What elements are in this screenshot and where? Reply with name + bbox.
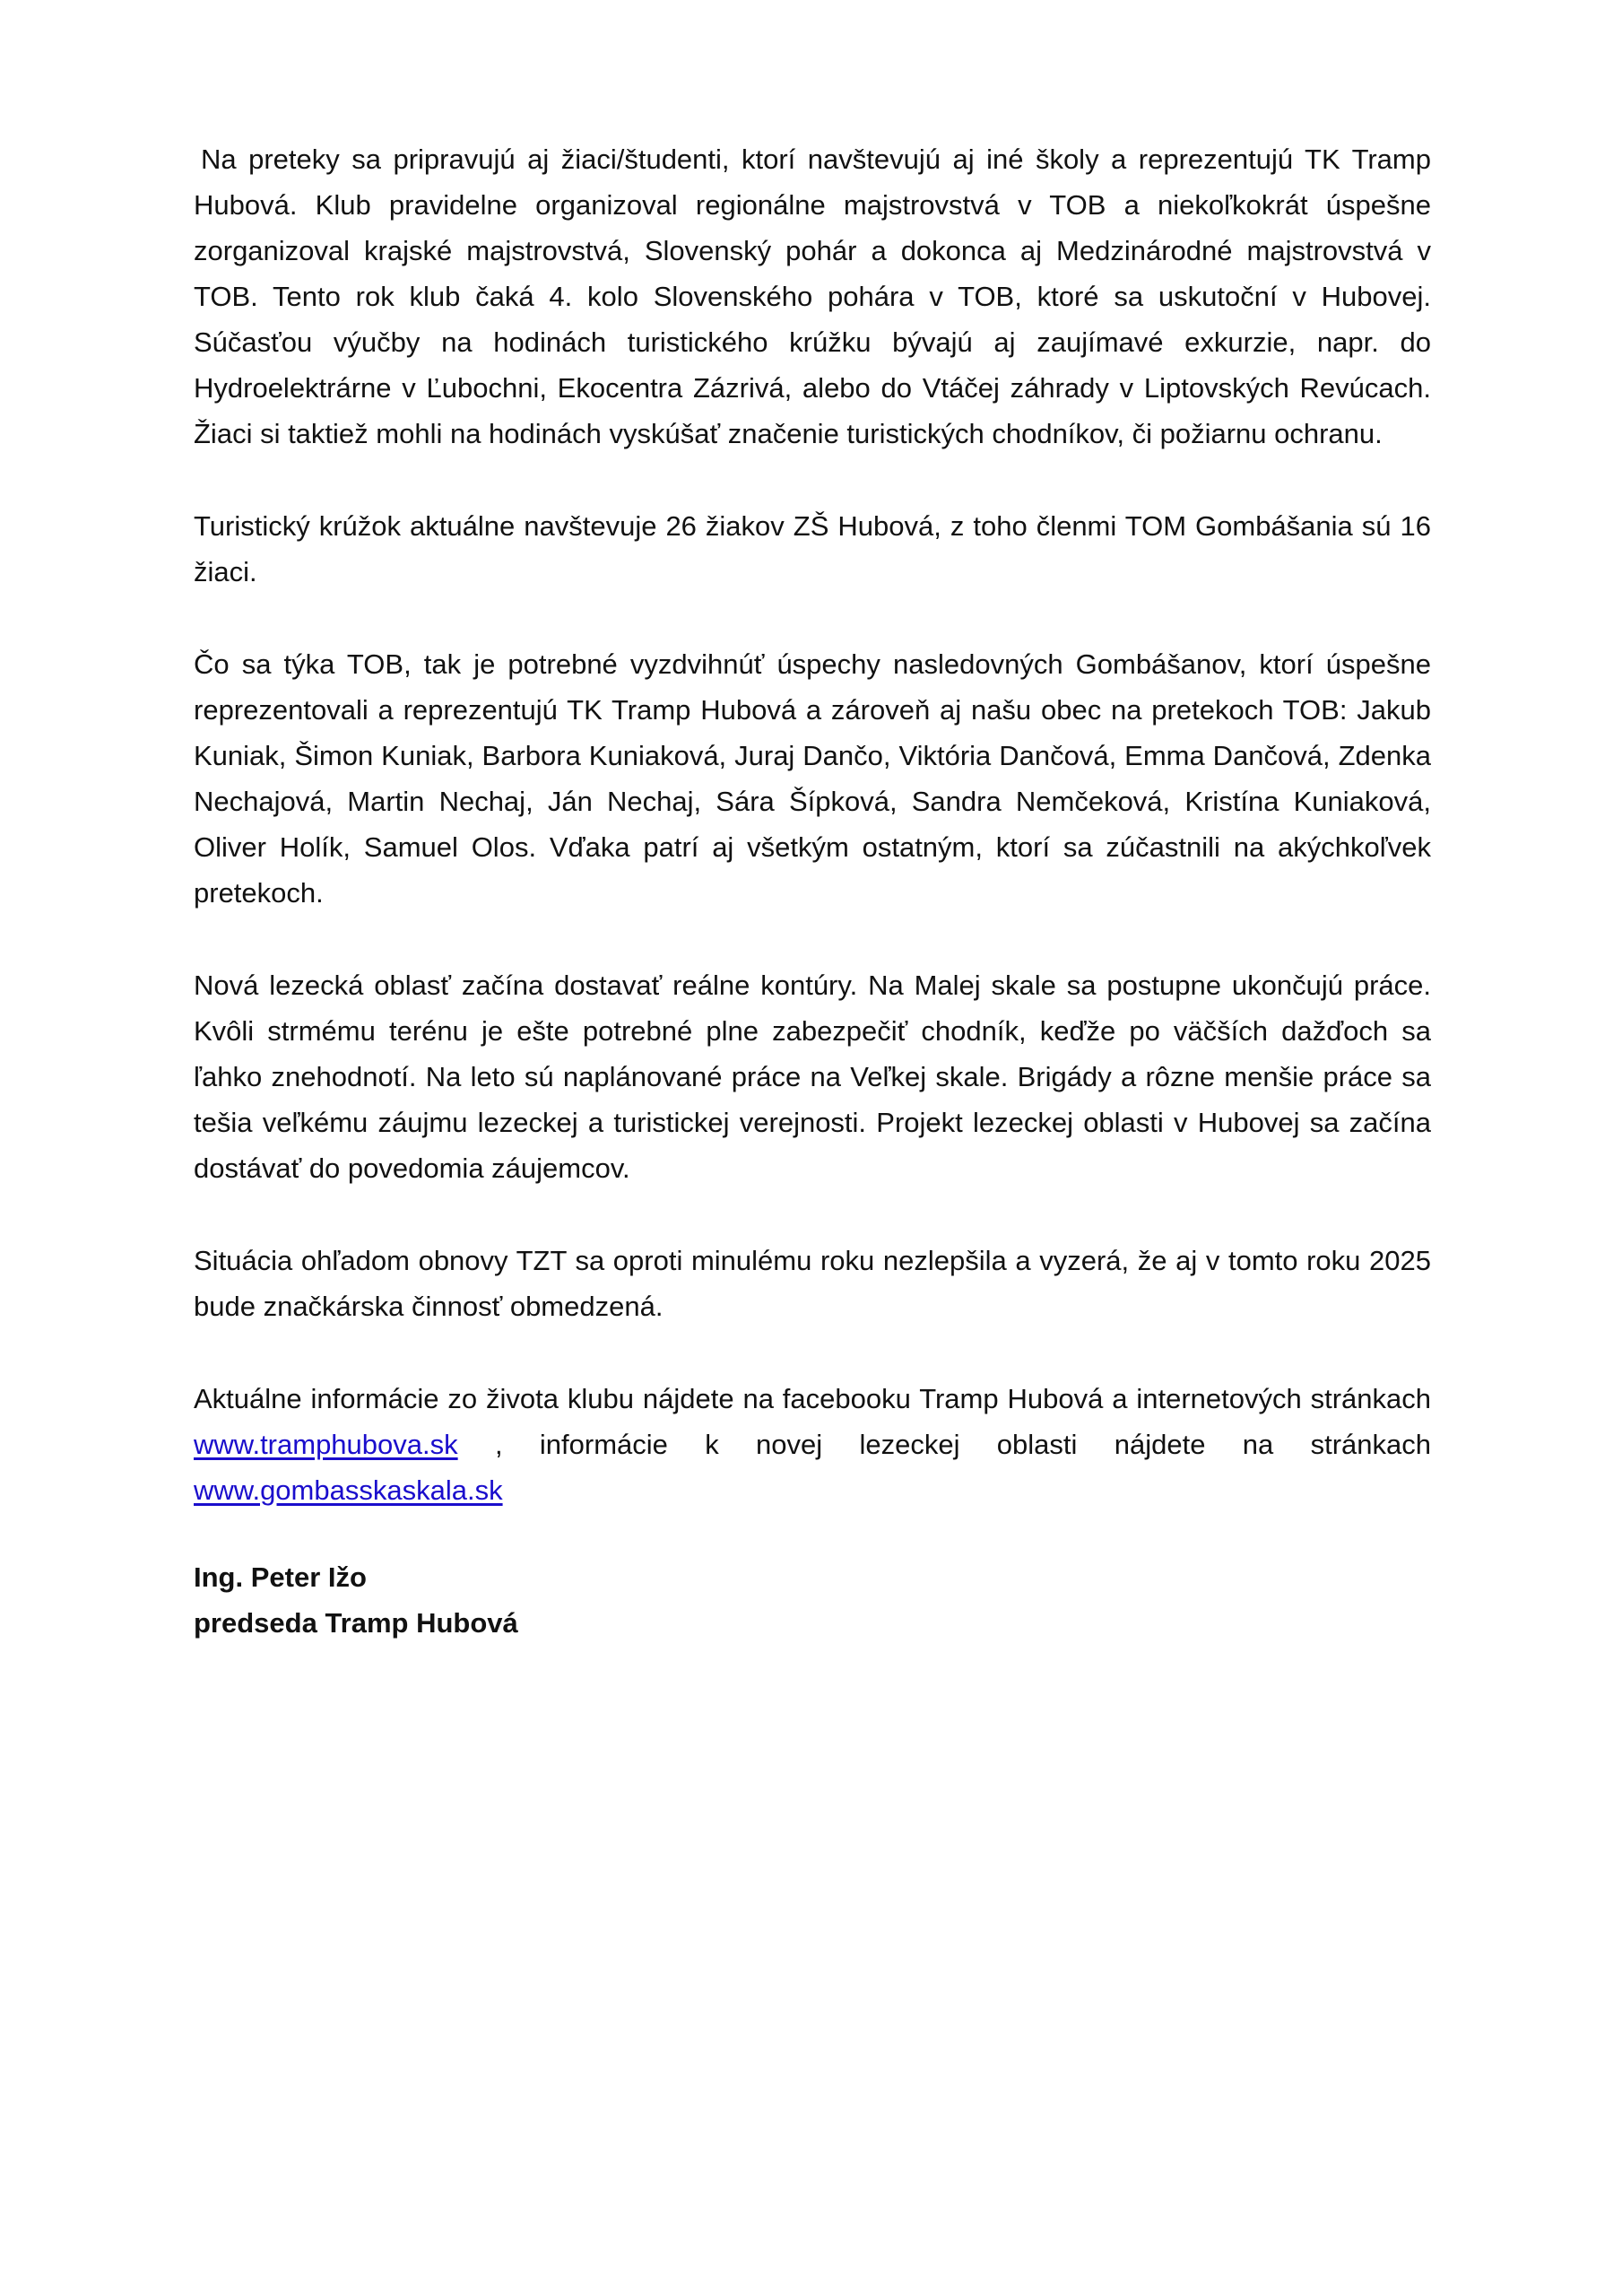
paragraph-hiking-club: Turistický krúžok aktuálne navštevuje 26 žiakov ZŠ Hubová, z toho členmi TOM Gombášania sú 16 žiaci. bbox=[194, 510, 1431, 587]
document-page bbox=[194, 136, 1431, 1646]
paragraph-info-links bbox=[194, 1376, 1431, 1513]
link-tramphubova[interactable]: www.tramphubova.sk bbox=[194, 1429, 458, 1460]
paragraph-tob-successes: Čo sa týka TOB, tak je potrebné vyzdvihnúť úspechy nasledovných Gombášanov, ktorí úspešne reprezentovali a reprezentujú TK Tramp Hubová a zároveň aj našu obec na pretekoch TOB: Jakub Kuniak, Šimon Kuniak, Barbora Kuniaková, Juraj Dančo, Viktória Dančová, Emma Dančová, Zdenka Nechajová, Martin Nechaj, Ján Nechaj, Sára Šípková, Sandra Nemčeková, Kristína Kuniaková, Oliver Holík, Samuel Olos. Vďaka patrí aj všetkým ostatným, ktorí sa zúčastnili na akýchkoľvek pretekoch. bbox=[194, 648, 1431, 909]
signature-role: predseda Tramp Hubová bbox=[194, 1607, 518, 1639]
paragraph-tzt-situation: Situácia ohľadom obnovy TZT sa oproti minulému roku nezlepšila a vyzerá, že aj v tomto roku 2025 bude značkárska činnosť obmedzená. bbox=[194, 1245, 1431, 1322]
info-text-before: Aktuálne informácie zo života klubu nájdete na facebooku Tramp Hubová a internetových stránkach bbox=[194, 1383, 1431, 1414]
paragraph-climbing-area: Nová lezecká oblasť začína dostavať reálne kontúry. Na Malej skale sa postupne ukončujú práce. Kvôli strmému terénu je ešte potrebné plne zabezpečiť chodník, keďže po väčších dažďoch sa ľahko znehodnotí. Na leto sú naplánované práce na Veľkej skale. Brigády a rôzne menšie práce sa tešia veľkému záujmu lezeckej a turistickej verejnosti. Projekt lezeckej oblasti v Hubovej sa začína dostávať do povedomia záujemcov. bbox=[194, 970, 1431, 1184]
signature-block bbox=[194, 1554, 1431, 1646]
paragraph-competitions: Na preteky sa pripravujú aj žiaci/študenti, ktorí navštevujú aj iné školy a reprezentujú TK Tramp Hubová. Klub pravidelne organizoval regionálne majstrovstvá v TOB a niekoľkokrát úspešne zorganizoval krajské majstrovstvá, Slovenský pohár a dokonca aj Medzinárodné majstrovstvá v TOB. Tento rok klub čaká 4. kolo Slovenského pohára v TOB, ktoré sa uskutoční v Hubovej. Súčasťou výučby na hodinách turistického krúžku bývajú aj zaujímavé exkurzie, napr. do Hydroelektrárne v Ľubochni, Ekocentra Zázrivá, alebo do Vtáčej záhrady v Liptovských Revúcach. Žiaci si taktiež mohli na hodinách vyskúšať značenie turistických chodníkov, či požiarnu ochranu. bbox=[194, 144, 1431, 449]
link-gombasskaskala[interactable]: www.gombasskaskala.sk bbox=[194, 1474, 503, 1506]
signature-name: Ing. Peter Ižo bbox=[194, 1561, 367, 1593]
info-text-between: , informácie k novej lezeckej oblasti nájdete na stránkach bbox=[457, 1429, 1431, 1460]
